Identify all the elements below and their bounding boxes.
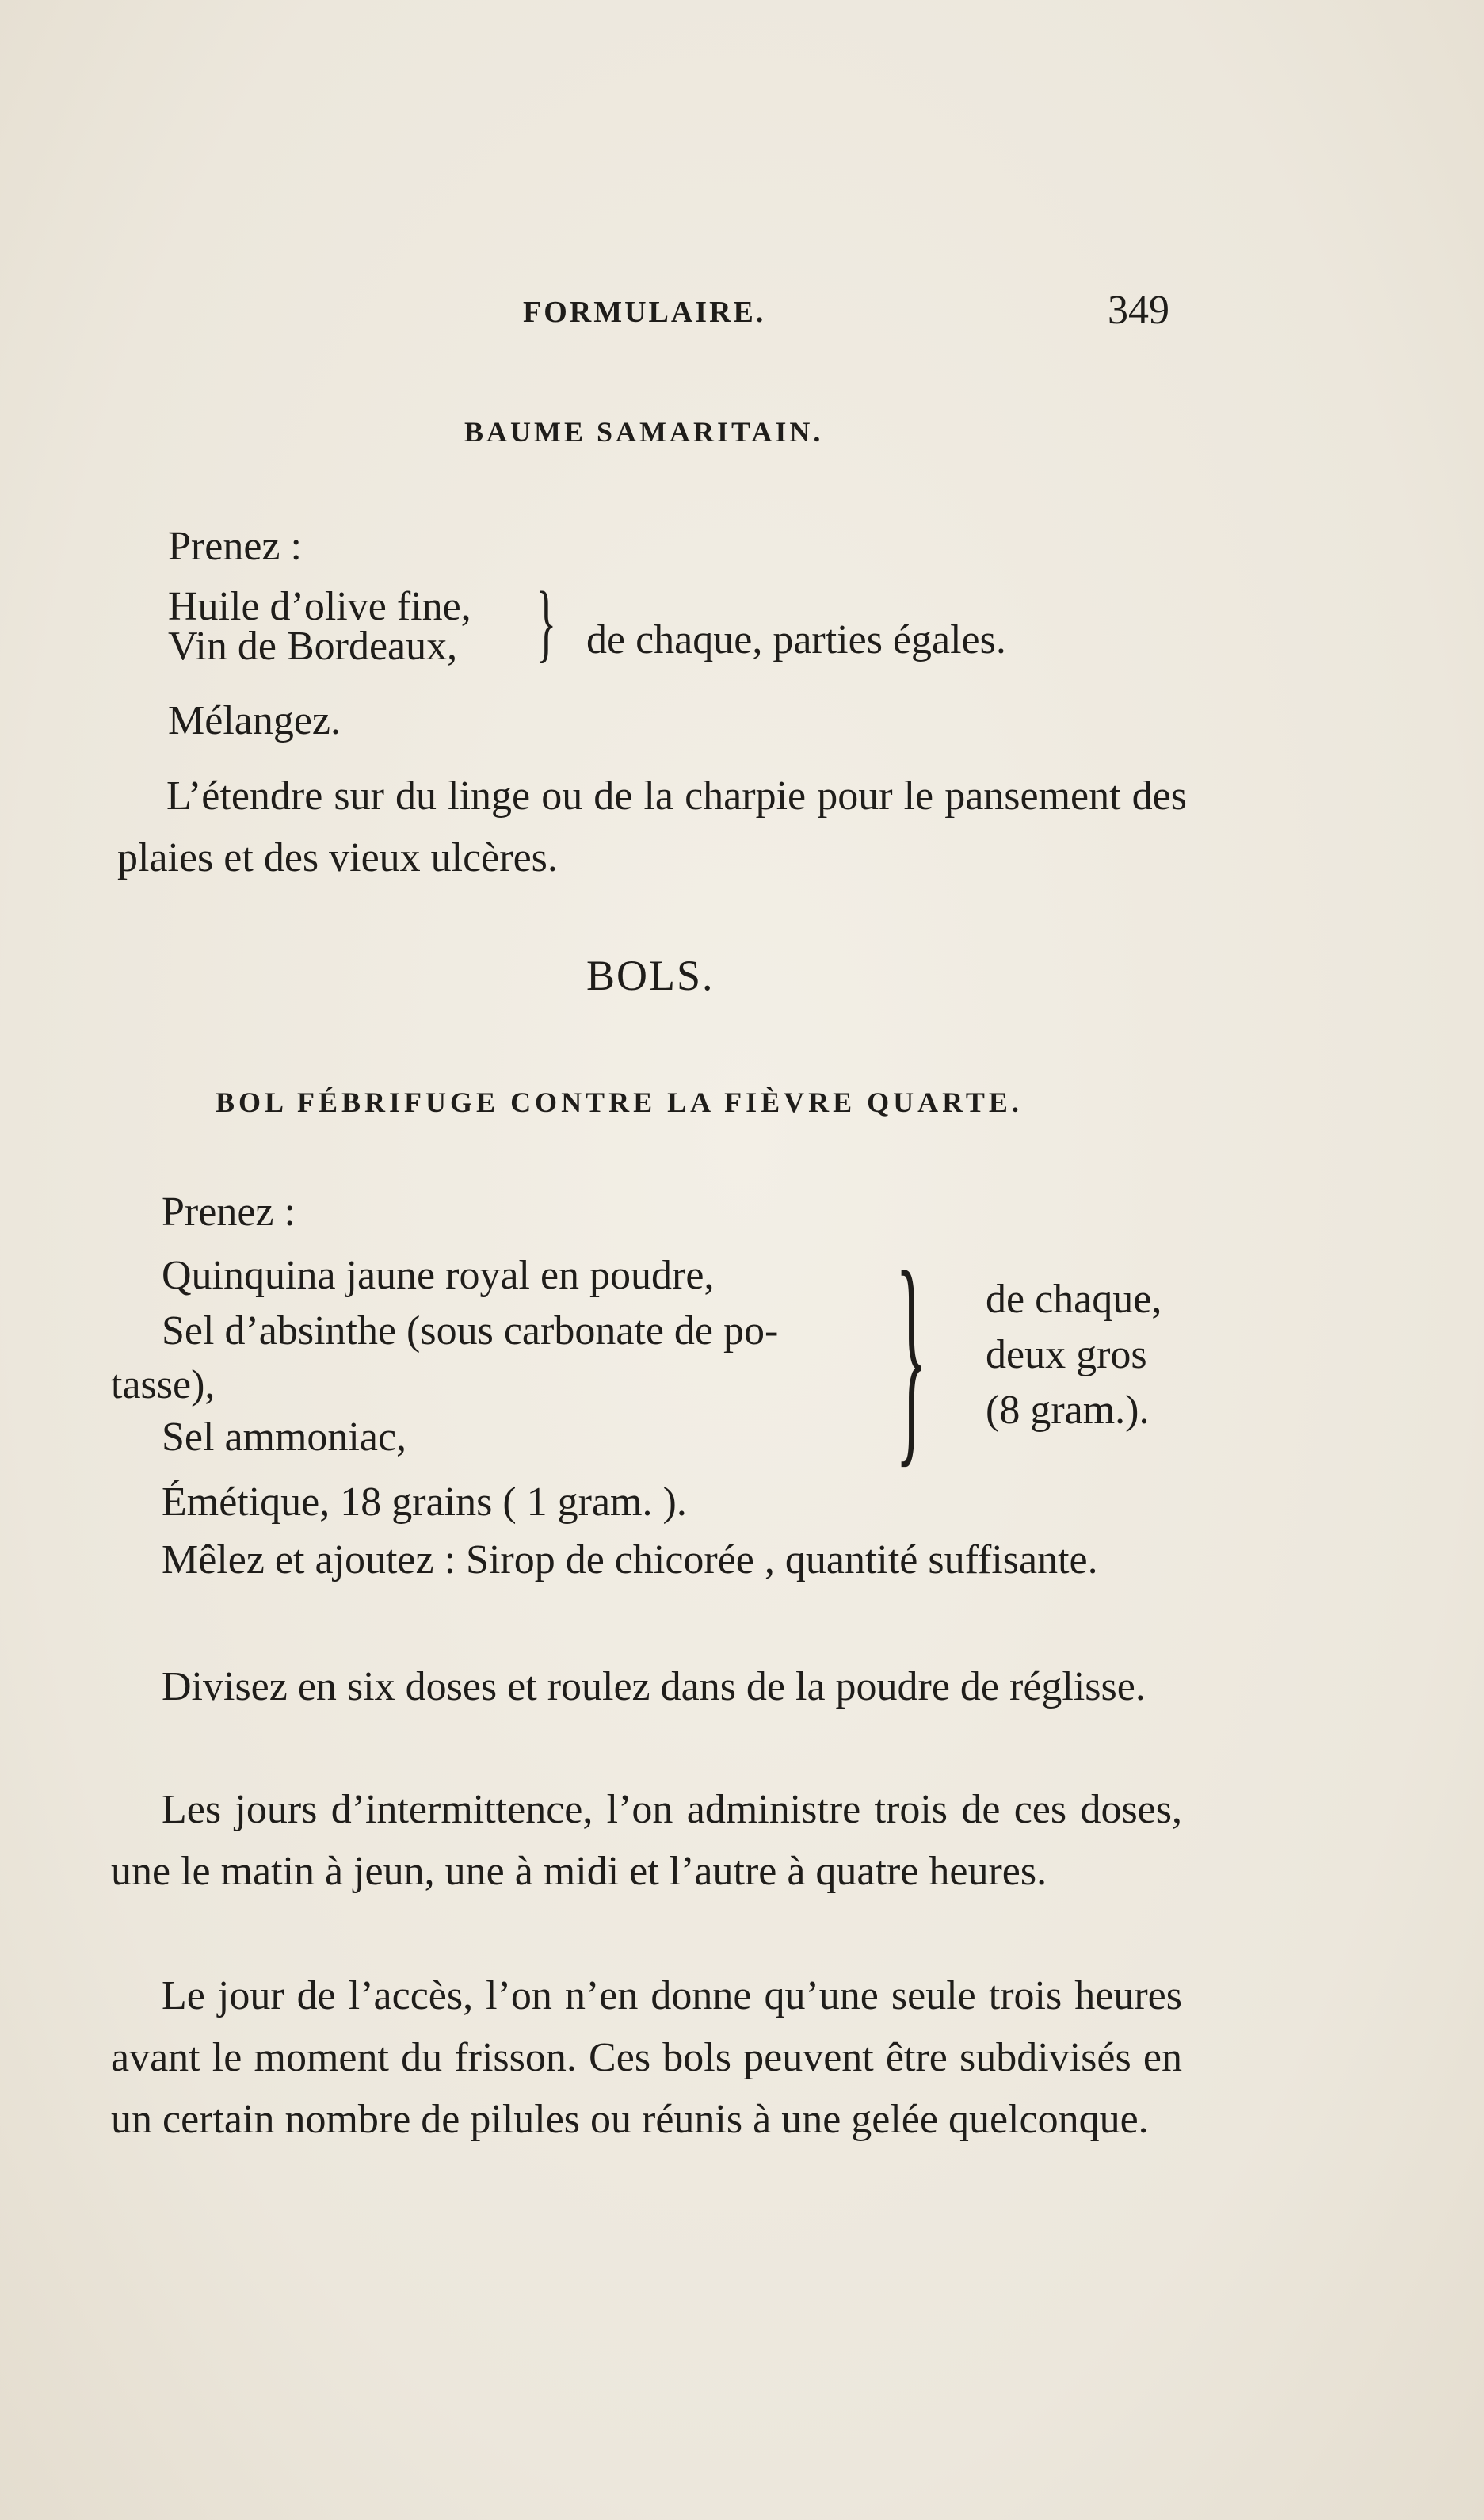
section-title-baume: BAUME SAMARITAIN. [464,416,824,448]
paragraph: Les jours d’intermittence, l’on administre trois de ces doses, une le matin à jeun, une à midi et l’autre à quatre heures. [111,1787,1182,1894]
quantity-note: de chaque, [986,1277,1162,1322]
paragraph: Mêlez et ajoutez : Sirop de chicorée , quantité suffisante. [162,1537,1098,1583]
running-head: FORMULAIRE. [523,296,766,329]
paragraph: L’étendre sur du linge ou de la charpie pour le pansement des plaies et des vieux ulcères. [117,773,1187,880]
prenez-label: Prenez : [162,1189,296,1235]
ingredient-line: Huile d’olive fine, [168,584,471,629]
paragraph: Le jour de l’accès, l’on n’en donne qu’une seule trois heures avant le moment du frisson. Ces bols peuvent être subdivisés en un certain nombre de pilules ou réunis à une gelée quelconque. [111,1973,1182,2142]
quantity-note: de chaque, parties égales. [586,617,1006,662]
prenez-label: Prenez : [168,524,302,569]
ingredient-line: Émétique, 18 grains ( 1 gram. ). [162,1480,687,1525]
chapter-heading: BOLS. [586,952,715,999]
paragraph: Divisez en six doses et roulez dans de la poudre de réglisse. [162,1664,1146,1709]
section-title-bol: BOL FÉBRIFUGE CONTRE LA FIÈVRE QUARTE. [216,1086,1023,1118]
quantity-note: deux gros [986,1332,1147,1377]
instruction-line: Mélangez. [168,698,341,743]
ingredient-line: Quinquina jaune royal en poudre, [162,1253,715,1298]
ingredient-line: Sel ammoniac, [162,1415,407,1460]
ingredient-line: tasse), [111,1362,216,1407]
brace-symbol: } [895,1224,928,1487]
ingredient-line: Vin de Bordeaux, [168,624,458,669]
brace-symbol: } [536,574,557,670]
quantity-note: (8 gram.). [986,1388,1150,1433]
page-number: 349 [1108,288,1169,333]
ingredient-line: Sel d’absinthe (sous carbonate de po- [162,1308,779,1354]
